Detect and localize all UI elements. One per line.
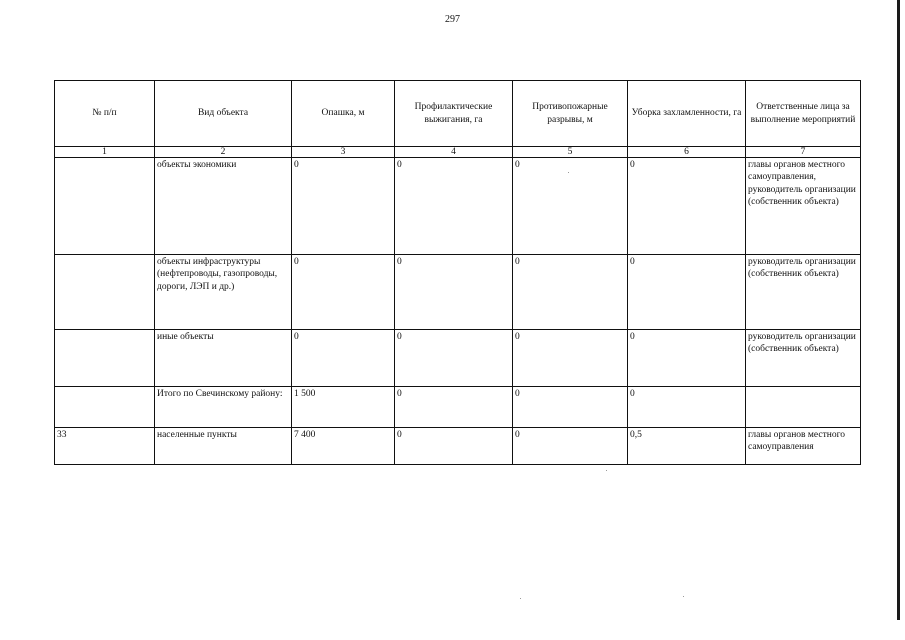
cell-burning: 0 bbox=[395, 428, 513, 465]
column-number: 5 bbox=[513, 147, 628, 158]
cell-total-firebreaks: 0 bbox=[513, 387, 628, 428]
cell-cleanup: 0 bbox=[628, 158, 746, 255]
cell-plowing: 7 400 bbox=[292, 428, 395, 465]
cell-number bbox=[55, 387, 155, 428]
column-number: 7 bbox=[746, 147, 861, 158]
cell-number bbox=[55, 255, 155, 330]
cell-firebreaks: 0 bbox=[513, 330, 628, 387]
cell-firebreaks: 0 bbox=[513, 158, 628, 255]
column-number-row bbox=[55, 147, 861, 158]
cell-total-label: Итого по Свечинскому району: bbox=[155, 387, 292, 428]
cell-number bbox=[55, 158, 155, 255]
scan-speck bbox=[606, 470, 607, 471]
scan-speck bbox=[683, 596, 684, 597]
cell-firebreaks: 0 bbox=[513, 255, 628, 330]
header-object-type: Вид объекта bbox=[155, 81, 292, 147]
cell-number bbox=[55, 330, 155, 387]
table-row bbox=[55, 255, 861, 330]
header-row bbox=[55, 81, 861, 147]
cell-object-type: иные объекты bbox=[155, 330, 292, 387]
cell-cleanup: 0 bbox=[628, 330, 746, 387]
cell-object-type: населенные пункты bbox=[155, 428, 292, 465]
table-row bbox=[55, 158, 861, 255]
scan-speck bbox=[520, 598, 521, 599]
header-cleanup: Уборка захламленности, га bbox=[628, 81, 746, 147]
table-row bbox=[55, 330, 861, 387]
cell-object-type: объекты экономики bbox=[155, 158, 292, 255]
column-number: 2 bbox=[155, 147, 292, 158]
header-responsible: Ответственные лица за выполнение мероприятий bbox=[746, 81, 861, 147]
cell-total-cleanup: 0 bbox=[628, 387, 746, 428]
column-number: 4 bbox=[395, 147, 513, 158]
cell-responsible: главы органов местного самоуправления, руководитель организации (собственник объекта) bbox=[746, 158, 861, 255]
cell-total-burning: 0 bbox=[395, 387, 513, 428]
cell-cleanup: 0,5 bbox=[628, 428, 746, 465]
cell-burning: 0 bbox=[395, 255, 513, 330]
cell-cleanup: 0 bbox=[628, 255, 746, 330]
cell-responsible: главы органов местного самоуправления bbox=[746, 428, 861, 465]
cell-responsible bbox=[746, 387, 861, 428]
total-row bbox=[55, 387, 861, 428]
cell-total-plowing: 1 500 bbox=[292, 387, 395, 428]
cell-plowing: 0 bbox=[292, 330, 395, 387]
column-number: 6 bbox=[628, 147, 746, 158]
cell-number: 33 bbox=[55, 428, 155, 465]
page-number: 297 bbox=[445, 14, 460, 25]
cell-burning: 0 bbox=[395, 158, 513, 255]
header-firebreaks: Противопожарные разрывы, м bbox=[513, 81, 628, 147]
header-plowing: Опашка, м bbox=[292, 81, 395, 147]
scan-edge-line bbox=[897, 0, 900, 620]
cell-responsible: руководитель организации (собственник объекта) bbox=[746, 330, 861, 387]
cell-responsible: руководитель организации (собственник объекта) bbox=[746, 255, 861, 330]
column-number: 1 bbox=[55, 147, 155, 158]
cell-plowing: 0 bbox=[292, 158, 395, 255]
table-row bbox=[55, 428, 861, 465]
cell-burning: 0 bbox=[395, 330, 513, 387]
header-number: № п/п bbox=[55, 81, 155, 147]
fire-prevention-table bbox=[54, 80, 861, 465]
cell-firebreaks: 0 bbox=[513, 428, 628, 465]
cell-plowing: 0 bbox=[292, 255, 395, 330]
cell-object-type: объекты инфраструктуры (нефтепроводы, газопроводы, дороги, ЛЭП и др.) bbox=[155, 255, 292, 330]
header-preventive-burning: Профилактические выжигания, га bbox=[395, 81, 513, 147]
column-number: 3 bbox=[292, 147, 395, 158]
